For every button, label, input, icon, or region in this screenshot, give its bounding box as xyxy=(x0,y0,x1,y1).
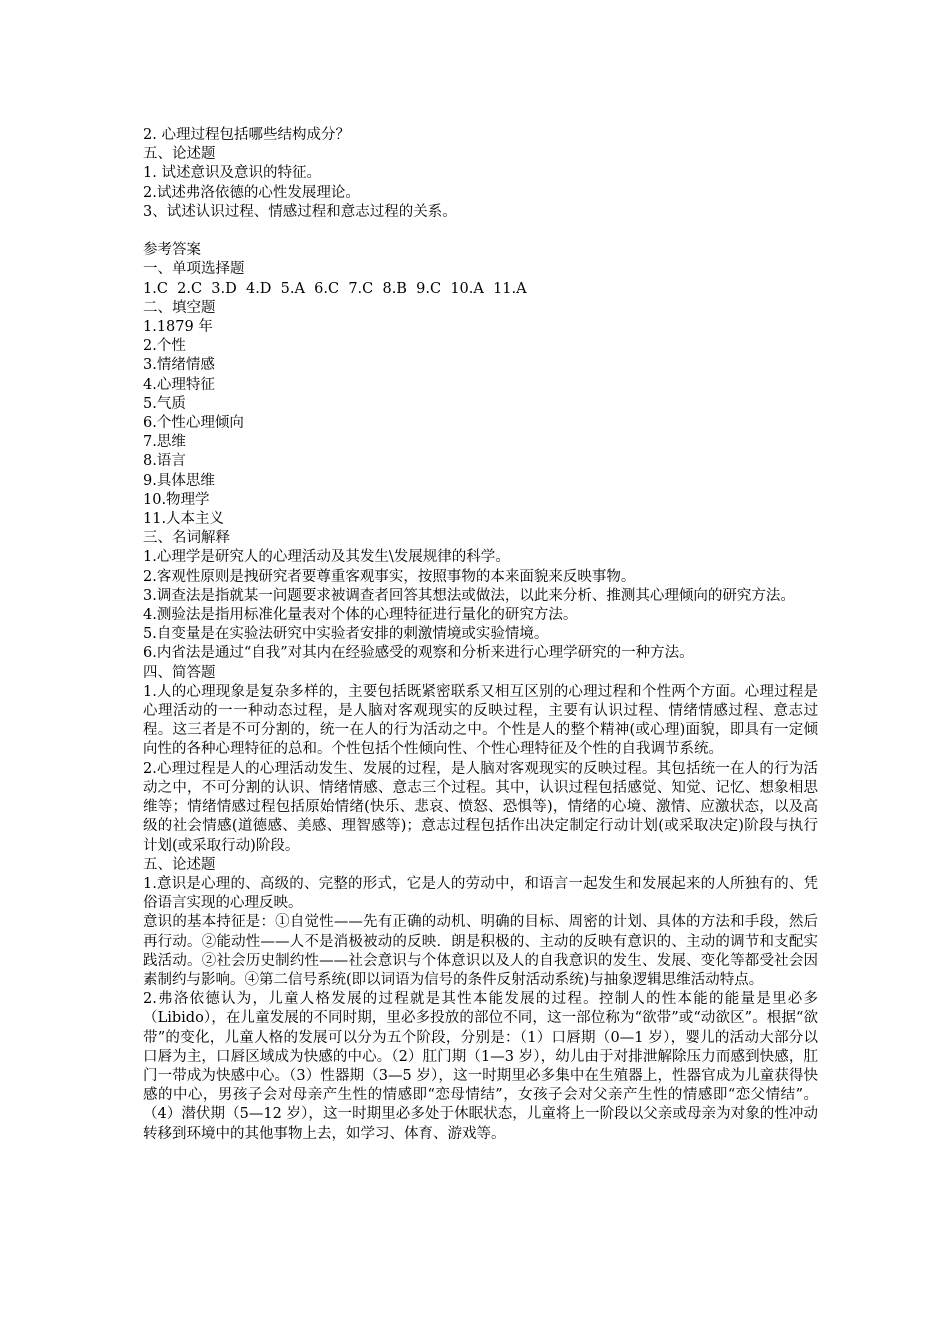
question-item: 2. 心理过程包括哪些结构成分？ xyxy=(143,127,350,143)
term-definition: 6.内省法是通过“自我”对其内在经验感受的观察和分析来进行心理学研究的一种方法。 xyxy=(143,645,694,662)
question-item: 2.试述弗洛依德的心性发展理论。 xyxy=(143,184,360,201)
spacer xyxy=(143,222,818,241)
term-definition: 4.测验法是指用标准化量表对个体的心理特征进行量化的研究方法。 xyxy=(143,607,578,624)
answer-item: 6.个性心理倾向 xyxy=(143,415,244,432)
mcq-answers: 1.C 2.C 3.D 4.D 5.A 6.C 7.C 8.B 9.C 10.A 11.A xyxy=(143,280,527,297)
essay-paragraph: 意识的基本持征是：①自觉性——先有正确的动机、明确的目标、周密的计划、具体的方法和手段，然后再行动。②能动性——人不是消极被动的反映．朗是积极的、主动的反映有意识的、主动的调节和支配实践活动。②社会历史制约性——社会意识与个体意识以及人的自我意识的发生、发展、变化等都受社会因素制约与影响。④第二信号系统(即以词语为信号的条件反射活动系统)与抽象逻辑思维活动特点。 xyxy=(143,914,818,988)
answer-item: 3.情绪情感 xyxy=(143,357,215,374)
section-heading: 四、简答题 xyxy=(143,664,216,681)
term-definition: 3.调查法是指就某一问题要求被调查者回答其想法或做法，以此来分析、推测其心理倾向的研究方法。 xyxy=(143,587,795,604)
answers-title: 参考答案 xyxy=(143,242,201,259)
essay-paragraph: 1.意识是心理的、高级的、完整的形式，它是人的劳动中，和语言一起发生和发展起来的人所独有的、凭俗语言实现的心理反映。 xyxy=(143,875,818,912)
section-heading: 一、单项选择题 xyxy=(143,261,245,278)
term-definition: 1.心理学是研究人的心理活动及其发生\发展规律的科学。 xyxy=(143,549,510,566)
section-heading: 五、论述题 xyxy=(143,856,216,873)
term-definition: 5.自变量是在实验法研究中实验者安排的刺激情境或实验情境。 xyxy=(143,626,549,643)
essay-paragraph: 2.弗洛依德认为，儿童人格发展的过程就是其性本能发展的过程。控制人的性本能的能量是里必多（Libido），在儿童发展的不同时期，里必多投放的部位不同，这一部位称为“欲带”或“动欲区”。根据“欲带”的变化，儿童人格的发展可以分为五个阶段，分别是：（1）口唇期（0—1 岁），婴儿的活动大部分以口唇为主，口唇区域成为快感的中心。（2）肛门期（1—3 岁），幼儿由于对排泄解除压力而感到快感，肛门一带成为快感中心。（3）性器期（3—5 岁），这一时期里必多集中在生殖器上，性器官成为儿童获得快感的中心，男孩子会对母亲产生性的情感即“恋母情结”，女孩子会对父亲产生性的情感即“恋父情结”。（4）潜伏期（5—12 岁），这一时期里必多处于休眠状态，儿童将上一阶段以父亲或母亲为对象的性冲动转移到环境中的其他事物上去，如学习、体育、游戏等。 xyxy=(143,991,818,1142)
answer-item: 4.心理特征 xyxy=(143,376,215,393)
section-heading: 三、名词解释 xyxy=(143,530,230,547)
answer-item: 7.思维 xyxy=(143,434,186,451)
answer-item: 11.人本主义 xyxy=(143,511,225,528)
question-item: 3、试述认识过程、情感过程和意志过程的关系。 xyxy=(143,203,457,220)
answer-item: 9.具体思维 xyxy=(143,472,215,489)
short-answer-paragraph: 2.心理过程是人的心理活动发生、发展的过程，是人脑对客观现实的反映过程。其包括统一在人的行为活动之中，不可分割的认识、情绪情感、意志三个过程。其中，认识过程包括感觉、知觉、记忆、想象相思维等；情绪情感过程包括原始情绪(快乐、悲哀、愤怒、恐惧等)，情绪的心境、激情、应激状态，以及高级的社会情感(道德感、美感、理智感等)；意志过程包括作出决定制定行动计划(或采取决定)阶段与执行计划(或采取行动)阶段。 xyxy=(143,760,818,854)
answer-item: 2.个性 xyxy=(143,338,186,355)
section-heading: 二、填空题 xyxy=(143,299,216,316)
answer-item: 8.语言 xyxy=(143,453,186,470)
answer-item: 1.1879 年 xyxy=(143,319,213,336)
answer-item: 10.物理学 xyxy=(143,491,210,508)
term-definition: 2.客观性原则是拽研究者要尊重客观事实，按照事物的本来面貌来反映事物。 xyxy=(143,568,636,585)
section-heading: 五、论述题 xyxy=(143,146,216,163)
document-page xyxy=(143,126,818,1144)
question-item: 1. 试述意识及意识的特征。 xyxy=(143,165,321,182)
answer-item: 5.气质 xyxy=(143,395,186,412)
short-answer-paragraph: 1.人的心理现象是复杂多样的，主要包括既紧密联系又相互区别的心理过程和个性两个方面。心理过程是心理活动的一一种动态过程，是人脑对客观现实的反映过程，主要有认识过程、情绪情感过程、意志过程。这三者是不可分割的，统一在人的行为活动之中。个性是人的整个精神(或心理)面貌，即具有一定倾向性的各种心理特征的总和。个性包括个性倾向性、个性心理特征及个性的自我调节系统。 xyxy=(143,683,818,758)
